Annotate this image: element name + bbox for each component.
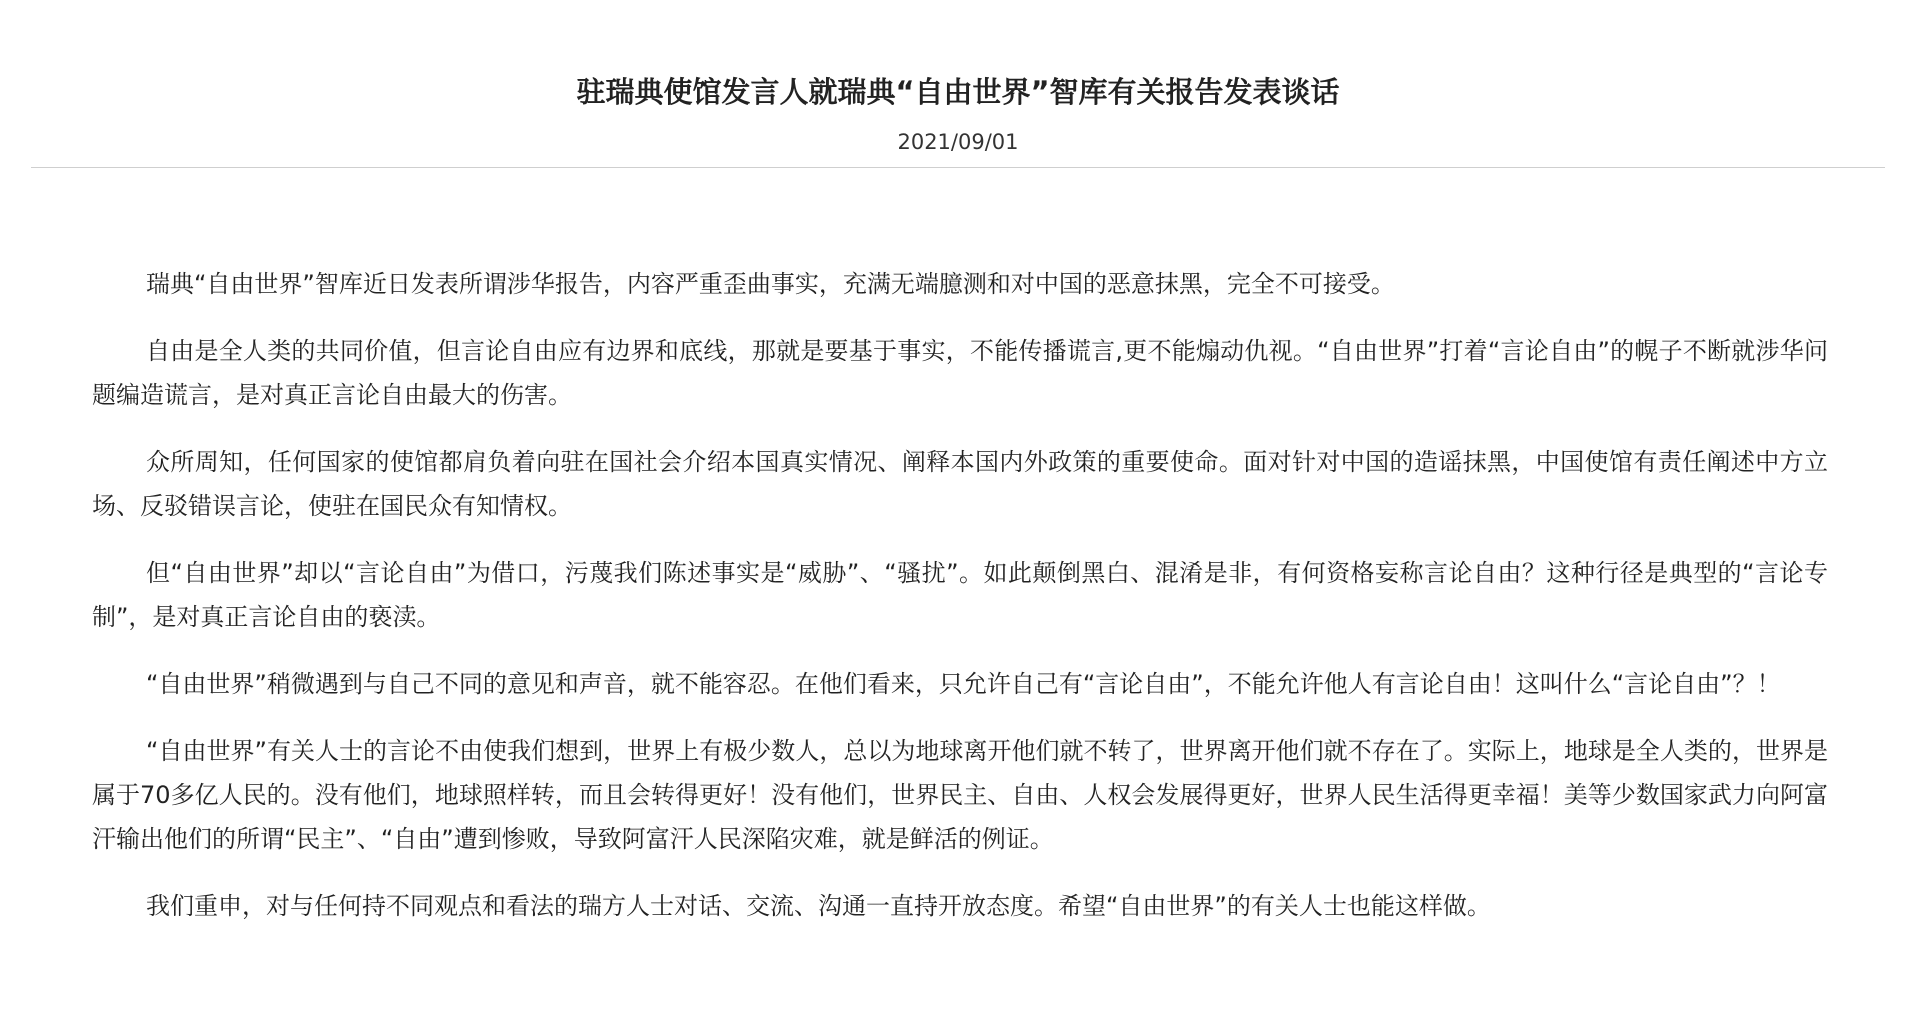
article-paragraph-7: 我们重申，对与任何持不同观点和看法的瑞方人士对话、交流、沟通一直持开放态度。希望“自由世界”的有关人士也能这样做。 xyxy=(146,892,1491,920)
article-date: 2021/09/01 xyxy=(897,130,1019,154)
article-paragraph-3: 众所周知，任何国家的使馆都肩负着向驻在国社会介绍本国真实情况、阐释本国内外政策的重要使命。面对针对中国的造谣抹黑，中国使馆有责任阐述中方立场、反驳错误言论，使驻在国民众有知情权。 xyxy=(92,448,1828,520)
article-paragraph-6: “自由世界”有关人士的言论不由使我们想到，世界上有极少数人，总以为地球离开他们就不转了，世界离开他们就不存在了。实际上，地球是全人类的，世界是属于70多亿人民的。没有他们，地球照样转，而且会转得更好！没有他们，世界民主、自由、人权会发展得更好，世界人民生活得更幸福！美等少数国家武力向阿富汗输出他们的所谓“民主”、“自由”遭到惨败，导致阿富汗人民深陷灾难，就是鲜活的例证。 xyxy=(92,737,1828,853)
article-paragraph-2: 自由是全人类的共同价值，但言论自由应有边界和底线，那就是要基于事实，不能传播谎言,更不能煽动仇视。“自由世界”打着“言论自由”的幌子不断就涉华问题编造谎言，是对真正言论自由最大的伤害。 xyxy=(92,337,1828,409)
article-paragraph-5: “自由世界”稍微遇到与自己不同的意见和声音，就不能容忍。在他们看来，只允许自己有“言论自由”，不能允许他人有言论自由！这叫什么“言论自由”？！ xyxy=(146,670,1781,698)
article-paragraph-1: 瑞典“自由世界”智库近日发表所谓涉华报告，内容严重歪曲事实，充满无端臆测和对中国的恶意抹黑，完全不可接受。 xyxy=(146,270,1395,298)
article-title: 驻瑞典使馆发言人就瑞典“自由世界”智库有关报告发表谈话 xyxy=(576,75,1340,109)
article-body xyxy=(92,262,1828,951)
article-paragraph-4: 但“自由世界”却以“言论自由”为借口，污蔑我们陈述事实是“威胁”、“骚扰”。如此颠倒黑白、混淆是非，有何资格妄称言论自由？这种行径是典型的“言论专制”，是对真正言论自由的亵渎。 xyxy=(92,559,1828,631)
header-divider xyxy=(31,167,1885,168)
